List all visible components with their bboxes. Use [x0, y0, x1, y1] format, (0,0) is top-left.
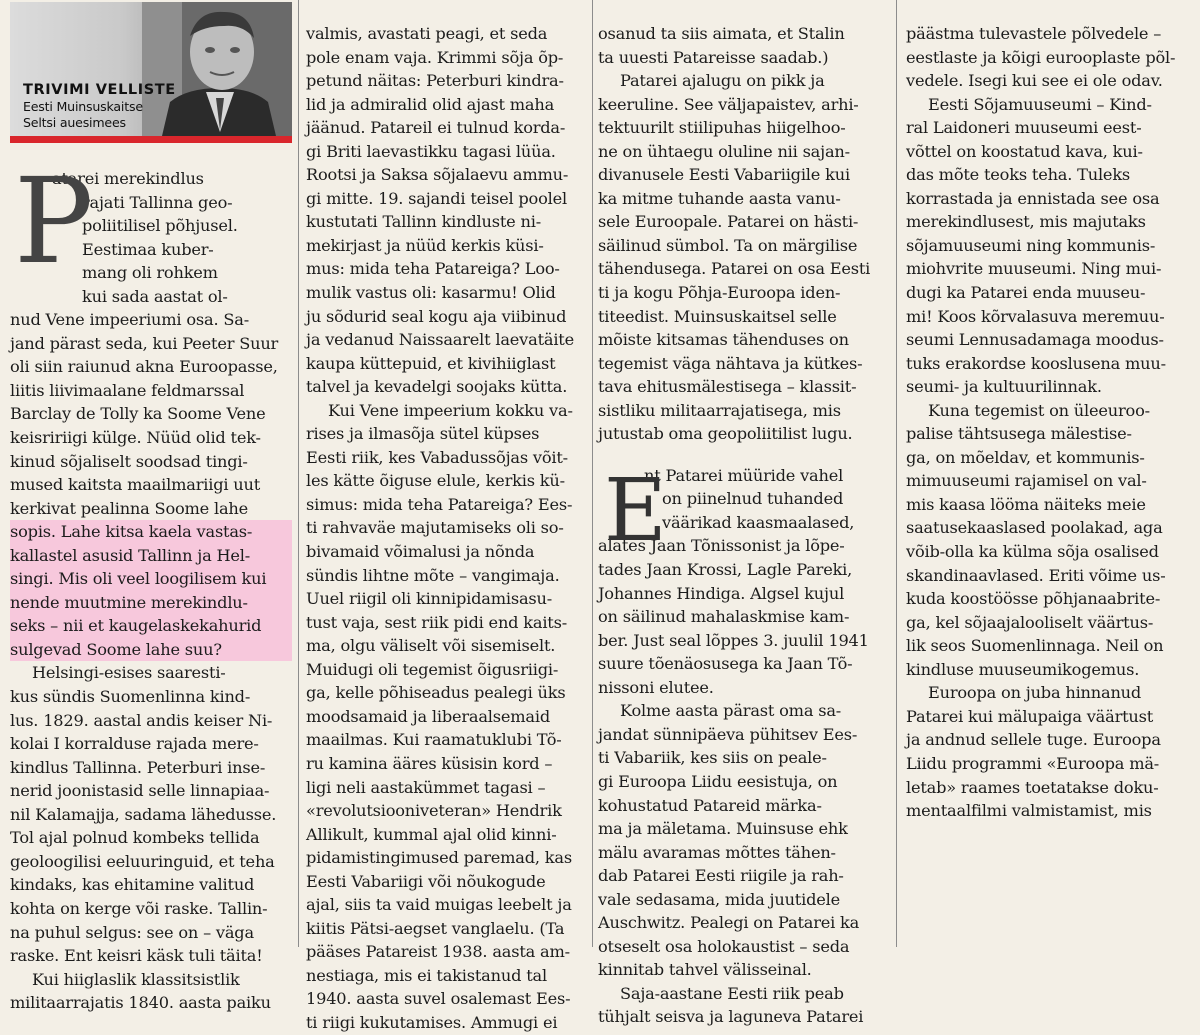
- text-line: vedele. Isegi kui see ei ole odav.: [906, 71, 1163, 91]
- text-line: pääses Patareist 1938. aasta am-: [306, 942, 570, 962]
- text-line: mused kaitsta maailmariigi uut: [10, 475, 261, 495]
- text-line: otseselt osa holokaustist – seda: [598, 936, 850, 956]
- text-line: Euroopa on juba hinnanud: [928, 683, 1142, 703]
- text-line: ma ja mäletama. Muinsuse ehk: [598, 819, 848, 839]
- text-line: Patarei kui mälupaiga väärtust: [906, 706, 1154, 726]
- text-line: väärikad kaasmaalased,: [662, 512, 855, 532]
- text-line: Uuel riigil oli kinnipidamisasu-: [306, 589, 553, 609]
- text-line: les kätte õiguse elule, kerkis kü-: [306, 471, 565, 491]
- text-line: mang oli rohkem: [82, 263, 218, 283]
- text-line: lik seos Suomenlinnaga. Neil on: [906, 636, 1164, 656]
- author-photo: [142, 2, 292, 136]
- text-line: mus: mida teha Patareiga? Loo-: [306, 259, 560, 279]
- text-line: titeedist. Muinsuskaitsel selle: [598, 306, 837, 326]
- text-line: korrastada ja ennistada see osa: [906, 188, 1160, 208]
- text-line: sündis lihtne mõte – vangimaja.: [306, 565, 560, 585]
- text-line: kus sündis Suomenlinna kind-: [10, 687, 251, 707]
- author-box: [10, 2, 292, 143]
- text-line: sistliku militaarrajatisega, mis: [598, 400, 841, 420]
- text-line: Kuna tegemist on üleeuroo-: [928, 400, 1150, 420]
- text-line: mälu avaramas mõttes tähen-: [598, 842, 836, 862]
- text-line: ral Laidoneri muuseumi eest-: [906, 118, 1142, 138]
- text-line: mi! Koos kõrvalasuva meremuu-: [906, 306, 1165, 326]
- text-line: kiitis Pätsi-aegset vanglaelu. (Ta: [306, 918, 565, 938]
- text-line: võib-olla ka külma sõja osalised: [906, 542, 1159, 562]
- text-line: suure tõenäosusega ka Jaan Tõ-: [598, 654, 853, 674]
- text-line: simus: mida teha Patareiga? Ees-: [306, 494, 573, 514]
- text-line: ligi neli aastakümmet tagasi –: [306, 777, 546, 797]
- text-line: palise tähtsusega mälestise-: [906, 424, 1132, 444]
- text-line: skandinaavlased. Eriti võime us-: [906, 565, 1166, 585]
- text-line: ga, on mõeldav, et kommunis-: [906, 447, 1145, 467]
- text-line: keisririigi külge. Nüüd olid tek-: [10, 428, 261, 448]
- text-line: kolai I korralduse rajada mere-: [10, 734, 259, 754]
- text-line: keeruline. See väljapaistev, arhi-: [598, 94, 859, 114]
- text-line: eestlaste ja kõigi eurooplaste põl-: [906, 47, 1176, 67]
- text-line: sele Euroopale. Patarei on hästi-: [598, 212, 859, 232]
- text-line: valmis, avastati peagi, et seda: [306, 24, 548, 43]
- text-line: das mõte teoks teha. Tuleks: [906, 165, 1131, 185]
- text-line: Kolme aasta pärast oma sa-: [620, 701, 842, 721]
- text-line: kindluse muuseumikogemus.: [906, 659, 1140, 679]
- text-line: säilinud sümbol. Ta on märgilise: [598, 235, 858, 255]
- text-line: talvel ja kevadelgi soojaks kütta.: [306, 377, 568, 397]
- column-3: [598, 0, 880, 1027]
- text-line: ga, kelle põhiseadus pealegi üks: [306, 683, 566, 703]
- text-line: sulgevad Soome lahe suu?: [10, 639, 222, 659]
- text-line: Eestimaa kuber-: [82, 239, 214, 259]
- text-line: nende muutmine merekindlu-: [10, 592, 248, 612]
- text-line: tähendusega. Patarei on osa Eesti: [598, 259, 871, 279]
- text-line: ru kamina ääres küsisin kord –: [306, 753, 553, 773]
- text-line: sõjamuuseumi ning kommunis-: [906, 235, 1156, 255]
- text-line: seumi- ja kultuurilinnak.: [906, 377, 1102, 397]
- text-line: lid ja admiralid olid ajast maha: [306, 94, 555, 114]
- text-line: mõiste kitsamas tähenduses on: [598, 330, 849, 350]
- text-line: kustutati Tallinn kindluste ni-: [306, 212, 541, 232]
- author-role-line: Seltsi auesimees: [23, 115, 126, 130]
- text-line: pidamistingimused paremad, kas: [306, 848, 572, 868]
- text-line: tava ehitusmälestisega – klassit-: [598, 377, 857, 397]
- text-line: dugi ka Patarei enda muuseu-: [906, 283, 1146, 303]
- text-line: ti Vabariik, kes siis on peale-: [598, 748, 827, 768]
- text-line: saatusekaaslased poolakad, aga: [906, 518, 1163, 538]
- text-line: on säilinud mahalaskmise kam-: [598, 607, 850, 627]
- text-line: poliitilisel põhjusel.: [82, 216, 238, 236]
- text-line: nil Kalamajja, sadama lähedusse.: [10, 804, 277, 824]
- text-line: Eesti riik, kes Vabadussõjas võit-: [306, 447, 568, 467]
- text-line: jand pärast seda, kui Peeter Suur: [10, 333, 279, 353]
- text-line: jäänud. Patareil ei tulnud korda-: [306, 118, 566, 138]
- author-name: TRIVIMI VELLISTE: [23, 82, 176, 98]
- text-line: letab» raames toetatakse doku-: [906, 777, 1159, 797]
- text-line: kohustatud Patareid märka-: [598, 795, 822, 815]
- text-line: miohvrite muuseumi. Ning mui-: [906, 259, 1162, 279]
- text-line: liitis liivimaalane feldmarssal: [10, 380, 245, 400]
- text-line: Eesti Vabariigi või nõukogude: [306, 871, 546, 891]
- text-line: tuks erakordse kooslusena muu-: [906, 353, 1166, 373]
- text-line: kohta on kerge või raske. Tallin-: [10, 898, 268, 918]
- text-line: militaarrajatis 1840. aasta paiku: [10, 993, 271, 1013]
- text-line: na puhul selgus: see on – väga: [10, 922, 254, 942]
- text-line: mis kaasa lööma näiteks meie: [906, 494, 1146, 514]
- text-line: petund näitas: Peterburi kindra-: [306, 71, 564, 91]
- text-line: rajati Tallinna geo-: [82, 192, 233, 212]
- text-line: ga, kel sõjaajalooliselt väärtus-: [906, 612, 1154, 632]
- text-line: kerkivat pealinna Soome lahe: [10, 498, 249, 518]
- text-line: ja andnud sellele tuge. Euroopa: [906, 730, 1161, 750]
- text-line: dab Patarei Eesti riigile ja rah-: [598, 866, 844, 886]
- text-line: on piinelnud tuhanded: [662, 489, 844, 509]
- column-rule: [896, 0, 897, 947]
- text-line: ka mitme tuhande aasta vanu-: [598, 188, 841, 208]
- text-line: pole enam vaja. Krimmi sõja õp-: [306, 47, 564, 67]
- text-line: mentaalfilmi valmistamist, mis: [906, 801, 1152, 821]
- text-line: tust vaja, sest riik pidi end kaits-: [306, 612, 567, 632]
- text-line: «revolutsiooniveteran» Hendrik: [306, 801, 562, 821]
- text-line: kinud sõjaliselt soodsad tingi-: [10, 451, 248, 471]
- text-line: ti riigi kukutamises. Ammugi ei: [306, 1012, 558, 1032]
- text-line: tektuurilt stiilipuhas hiigelhoo-: [598, 118, 846, 138]
- column-2: [306, 0, 586, 1032]
- text-line: jandat sünnipäeva pühitsev Ees-: [598, 724, 858, 744]
- text-line: kinnitab tahvel välisseinal.: [598, 960, 812, 980]
- text-line: sopis. Lahe kitsa kaela vastas-: [10, 522, 253, 542]
- text-line: Rootsi ja Saksa sõjalaevu ammu-: [306, 165, 569, 185]
- text-line: atarei merekindlus: [52, 169, 204, 188]
- article-section-2: [598, 460, 880, 1029]
- text-line: gi mitte. 19. sajandi teisel poolel: [306, 188, 567, 208]
- column-1: [10, 0, 292, 1013]
- text-line: ber. Just seal lõppes 3. juulil 1941: [598, 630, 869, 650]
- text-line: maailmas. Kui raamatuklubi Tõ-: [306, 730, 562, 750]
- text-line: tühjalt seisva ja laguneva Patarei: [598, 1007, 864, 1027]
- text-line: divanusele Eesti Vabariigile kui: [598, 165, 850, 185]
- text-line: nissoni elutee.: [598, 677, 714, 697]
- text-line: mekirjast ja nüüd kerkis küsi-: [306, 235, 544, 255]
- text-line: lus. 1829. aastal andis keiser Ni-: [10, 710, 273, 730]
- drop-cap-e: E: [604, 460, 667, 561]
- text-line: ja vedanud Naissaarelt laevatäite: [306, 330, 574, 350]
- text-line: kindlus Tallinna. Peterburi inse-: [10, 757, 266, 777]
- article-start: [10, 152, 292, 1015]
- text-line: Barclay de Tolly ka Soome Vene: [10, 404, 266, 424]
- text-line: Liidu programmi «Euroopa mä-: [906, 753, 1160, 773]
- text-line: nerid joonistasid selle linnapiaa-: [10, 781, 270, 801]
- text-line: ne on ühtaegu oluline nii sajan-: [598, 141, 850, 161]
- text-line: ajal, siis ta vaid muigas leebelt ja: [306, 895, 572, 915]
- text-line: kuda koostöösse põhjanaabrite-: [906, 589, 1161, 609]
- text-line: võttel on koostatud kava, kui-: [906, 141, 1143, 161]
- text-line: Patarei ajalugu on pikk ja: [620, 71, 825, 91]
- text-line: tegemist väga nähtava ja kütkes-: [598, 353, 863, 373]
- author-role-line: Eesti Muinsuskaitse: [23, 99, 143, 114]
- text-line: rises ja ilmasõja sütel küpses: [306, 424, 540, 444]
- text-line: alates Jaan Tõnissonist ja lõpe-: [598, 536, 845, 556]
- text-line: raske. Ent keisri käsk tuli täita!: [10, 946, 263, 966]
- text-line: mimuuseumi rajamisel on val-: [906, 471, 1147, 491]
- text-line: tades Jaan Krossi, Lagle Pareki,: [598, 560, 853, 580]
- text-line: seks – nii et kaugelaskekahurid: [10, 616, 262, 636]
- text-line: oli siin raiunud akna Euroopasse,: [10, 357, 278, 377]
- text-line: ti ja kogu Põhja-Euroopa iden-: [598, 283, 841, 303]
- text-line: ta uuesti Patareisse saadab.): [598, 47, 829, 67]
- text-line: Helsingi-esises saaresti-: [32, 663, 226, 683]
- text-line: nt Patarei müüride vahel: [644, 465, 844, 485]
- text-line: Saja-aastane Eesti riik peab: [620, 983, 844, 1003]
- text-line: ju sõdurid seal kogu aja viibinud: [306, 306, 567, 326]
- text-line: geoloogilisi eeluuringuid, et teha: [10, 851, 275, 871]
- text-line: kaupa küttepuid, et kivihiiglast: [306, 353, 556, 373]
- text-line: Auschwitz. Pealegi on Patarei ka: [598, 913, 860, 933]
- text-line: gi Briti laevastikku tagasi lüüa.: [306, 141, 556, 161]
- text-line: bivamaid võimalusi ja nõnda: [306, 542, 535, 562]
- text-line: 1940. aasta suvel osalemast Ees-: [306, 989, 571, 1009]
- drop-cap-p: P: [14, 152, 94, 290]
- text-line: gi Euroopa Liidu eesistuja, on: [598, 771, 838, 791]
- text-line: singi. Mis oli veel loogilisem kui: [10, 569, 267, 589]
- text-line: moodsamaid ja liberaalsemaid: [306, 706, 551, 726]
- text-line: kallastel asusid Tallinn ja Hel-: [10, 545, 251, 565]
- text-line: Kui Vene impeerium kokku va-: [328, 400, 573, 420]
- text-line: mulik vastus oli: kasarmu! Olid: [306, 283, 556, 303]
- text-line: seumi Lennusadamaga moodus-: [906, 330, 1164, 350]
- column-4: [906, 0, 1188, 947]
- text-line: merekindlusest, mis majutaks: [906, 212, 1146, 232]
- text-line: päästma tulevastele põlvedele –: [906, 24, 1162, 43]
- text-line: kui sada aastat ol-: [82, 286, 228, 306]
- text-line: nestiaga, mis ei takistanud tal: [306, 965, 547, 985]
- text-line: ma, olgu väliselt või sisemiselt.: [306, 636, 556, 656]
- text-line: osanud ta siis aimata, et Stalin: [598, 24, 845, 43]
- column-rule: [592, 0, 593, 947]
- author-role: [23, 99, 143, 131]
- text-line: nud Vene impeeriumi osa. Sa-: [10, 310, 249, 330]
- text-line: ti rahvaväe majutamiseks oli so-: [306, 518, 564, 538]
- text-line: Allikult, kummal ajal olid kinni-: [306, 824, 557, 844]
- text-line: Johannes Hindiga. Algsel kujul: [598, 583, 845, 603]
- highlighted-passage: [10, 520, 292, 661]
- text-line: vale sedasama, mida juutidele: [598, 889, 840, 909]
- text-line: Kui hiiglaslik klassitsistlik: [32, 969, 240, 989]
- text-line: jutustab oma geopoliitilist lugu.: [598, 424, 853, 444]
- text-line: Muidugi oli tegemist õigusriigi-: [306, 659, 559, 679]
- text-line: Eesti Sõjamuuseumi – Kind-: [928, 94, 1152, 114]
- text-line: Tol ajal polnud kombeks tellida: [10, 828, 260, 848]
- text-line: kindaks, kas ehitamine valitud: [10, 875, 255, 895]
- column-rule: [298, 0, 299, 947]
